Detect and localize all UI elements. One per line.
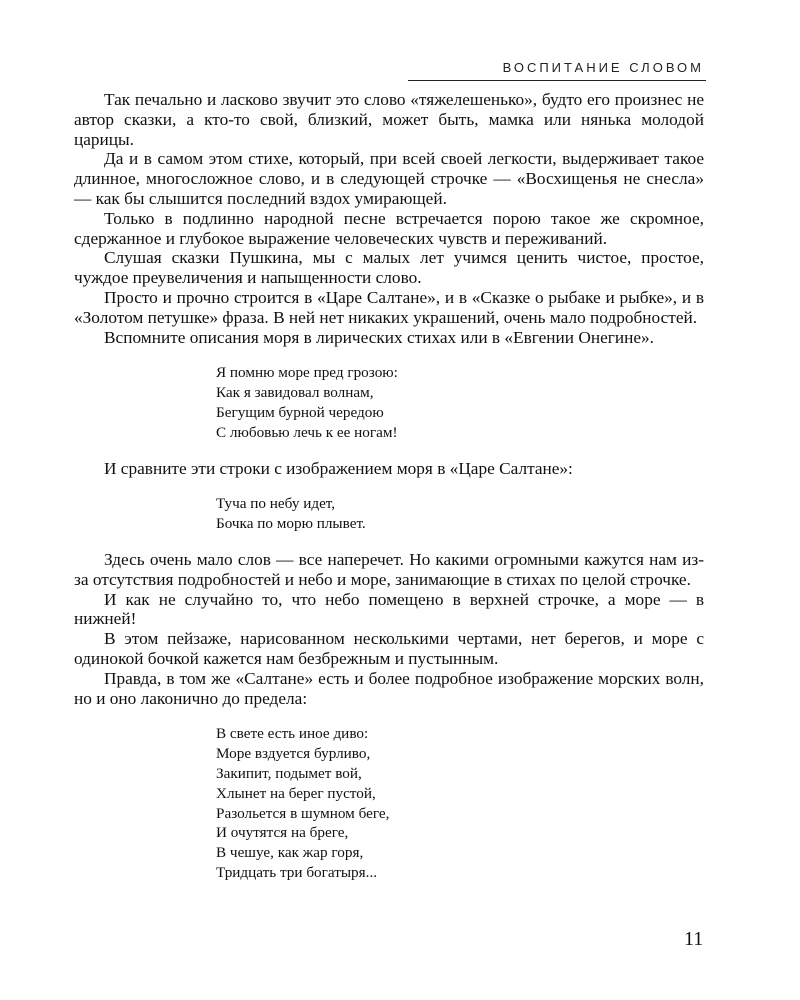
verse-line: Как я завидовал волнам, [216, 384, 374, 402]
paragraph: Вспомните описания моря в лирических стихах или в «Евгении Онегине». [104, 327, 654, 347]
paragraph: Да и в самом этом стихе, который, при всей своей легкости, выдерживает такое длинное, многосложное слово, и в следующей строчке — «Восхищенья не снесла» — как бы слышится последний вздох умирающей. [74, 149, 704, 208]
paragraph: Здесь очень мало слов — все наперечет. Но какими огромными кажутся нам из-за отсутствия подробностей и небо и море, занимающие в стихах по целой строчке. [74, 549, 704, 589]
verse-quote-1 [216, 363, 704, 442]
paragraph: Слушая сказки Пушкина, мы с малых лет учимся ценить чистое, простое, чуждое преувеличения и напыщенности слово. [74, 248, 704, 288]
verse-quote-2 [216, 494, 704, 534]
paragraph: И как не случайно то, что небо помещено в верхней строчке, а море — в нижней! [74, 589, 704, 629]
verse-line: Я помню море пред грозою: [216, 364, 398, 382]
verse-quote-3 [216, 724, 704, 882]
verse-line: И очутятся на бреге, [216, 824, 349, 842]
paragraph: В этом пейзаже, нарисованном несколькими чертами, нет берегов, и море с одинокой бочкой кажется нам безбрежным и пустынным. [74, 629, 704, 668]
verse-line: Тридцать три богатыря... [216, 863, 378, 881]
paragraph: Правда, в том же «Салтане» есть и более подробное изображение морских волн, но и оно лаконично до предела: [74, 668, 704, 708]
verse-line: Закипит, подымет вой, [216, 764, 362, 782]
verse-line: Бегущим бурной чередою [216, 403, 384, 421]
running-header [408, 58, 706, 81]
verse-line: Разольется в шумном беге, [216, 804, 390, 822]
verse-line: Бочка по морю плывет. [216, 515, 366, 533]
page-body [74, 90, 704, 899]
paragraph: Так печально и ласково звучит это слово «тяжелешенько», будто его произнес не автор сказки, а кто-то свой, близкий, может быть, мамка или нянька молодой царицы. [74, 90, 704, 149]
verse-line: В чешуе, как жар горя, [216, 844, 364, 862]
verse-line: Туча по небу идет, [216, 495, 336, 513]
paragraph: И сравните эти строки с изображением моря в «Царе Салтане»: [104, 458, 573, 478]
verse-line: Море вздуется бурливо, [216, 745, 371, 763]
paragraph: Только в подлинно народной песне встречается порою такое же скромное, сдержанное и глубокое выражение человеческих чувств и переживаний. [74, 208, 704, 248]
paragraph: Просто и прочно строится в «Царе Салтане», и в «Сказке о рыбаке и рыбке», и в «Золотом петушке» фраза. В ней нет никаких украшений, очень мало подробностей. [74, 287, 704, 327]
running-title: ВОСПИТАНИЕ СЛОВОМ [502, 60, 704, 75]
verse-line: Хлынет на берег пустой, [216, 784, 376, 802]
page-number: 11 [684, 928, 704, 950]
verse-line: С любовью лечь к ее ногам! [216, 423, 398, 441]
verse-line: В свете есть иное диво: [216, 725, 369, 743]
